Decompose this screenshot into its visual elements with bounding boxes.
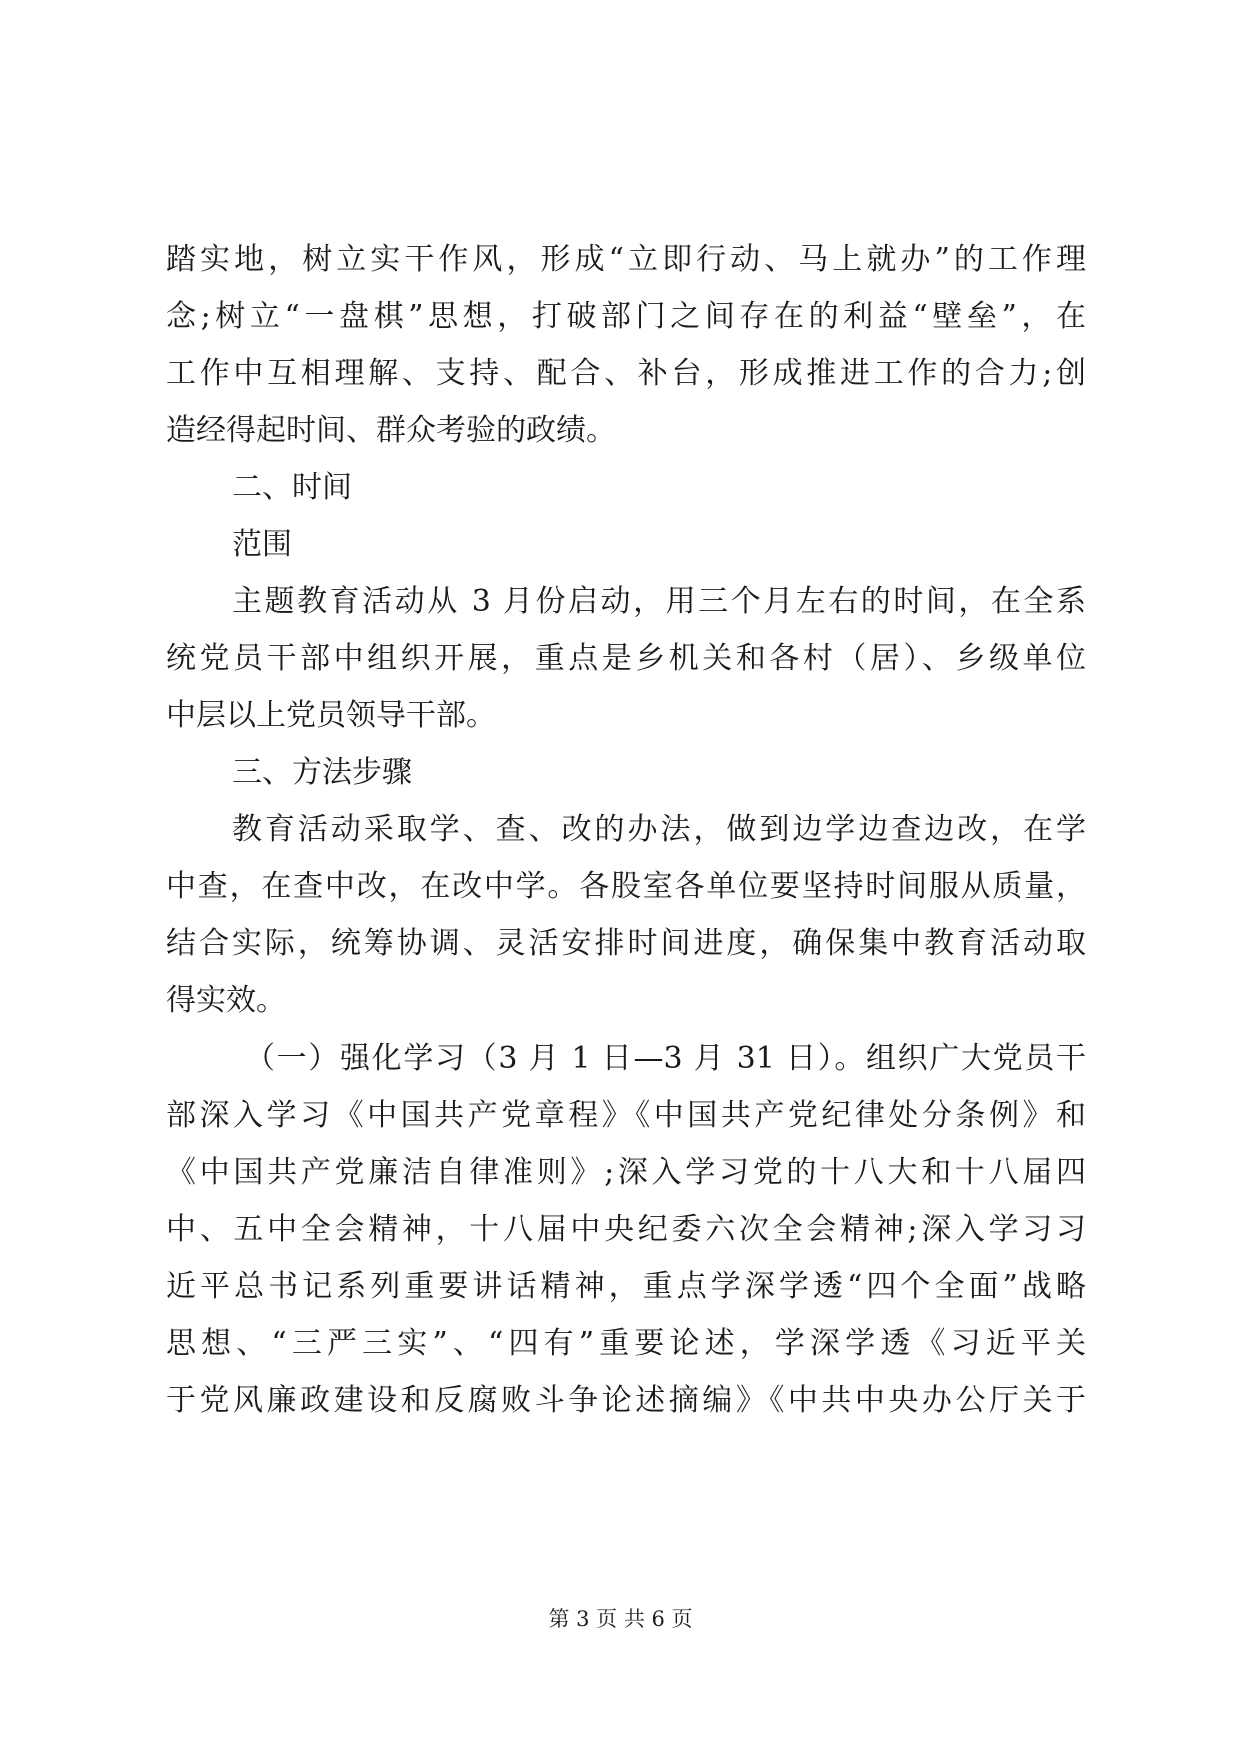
body-line: 中层以上党员领导干部。 xyxy=(166,698,496,733)
body-line: 造经得起时间、群众考验的政绩。 xyxy=(166,413,616,448)
body-line: 中、五中全会精神，十八届中央纪委六次全会精神;深入学习习 xyxy=(166,1212,1086,1247)
body-line: 踏实地，树立实干作风，形成“立即行动、马上就办”的工作理 xyxy=(166,242,1086,277)
body-line: 近平总书记系列重要讲话精神，重点学深学透“四个全面”战略 xyxy=(166,1269,1086,1304)
section-heading-scope: 范围 xyxy=(232,527,292,562)
body-line: 结合实际，统筹协调、灵活安排时间进度，确保集中教育活动取 xyxy=(166,926,1086,961)
body-line: 念;树立“一盘棋”思想，打破部门之间存在的利益“壁垒”，在 xyxy=(166,299,1086,334)
body-line: 《中国共产党廉洁自律准则》;深入学习党的十八大和十八届四 xyxy=(166,1155,1086,1190)
section-heading-time: 二、时间 xyxy=(232,470,352,505)
body-line: 统党员干部中组织开展，重点是乡机关和各村（居）、乡级单位 xyxy=(166,641,1086,676)
body-line: 于党风廉政建设和反腐败斗争论述摘编》《中共中央办公厅关于 xyxy=(166,1383,1086,1418)
page-number-footer: 第 3 页 共 6 页 xyxy=(548,1607,693,1631)
body-line: （一）强化学习（3 月 1 日—3 月 31 日）。组织广大党员干 xyxy=(245,1041,1086,1076)
body-line: 主题教育活动从 3 月份启动，用三个月左右的时间，在全系 xyxy=(232,584,1086,619)
body-line: 得实效。 xyxy=(166,983,286,1018)
body-line: 思想、“三严三实”、“四有”重要论述，学深学透《习近平关 xyxy=(166,1326,1086,1361)
body-line: 教育活动采取学、查、改的办法，做到边学边查边改，在学 xyxy=(232,812,1086,847)
section-heading-method: 三、方法步骤 xyxy=(232,755,412,790)
body-line: 工作中互相理解、支持、配合、补台，形成推进工作的合力;创 xyxy=(166,356,1086,391)
body-line: 部深入学习《中国共产党章程》《中国共产党纪律处分条例》和 xyxy=(166,1098,1086,1133)
body-line: 中查，在查中改，在改中学。各股室各单位要坚持时间服从质量， xyxy=(166,869,1086,904)
